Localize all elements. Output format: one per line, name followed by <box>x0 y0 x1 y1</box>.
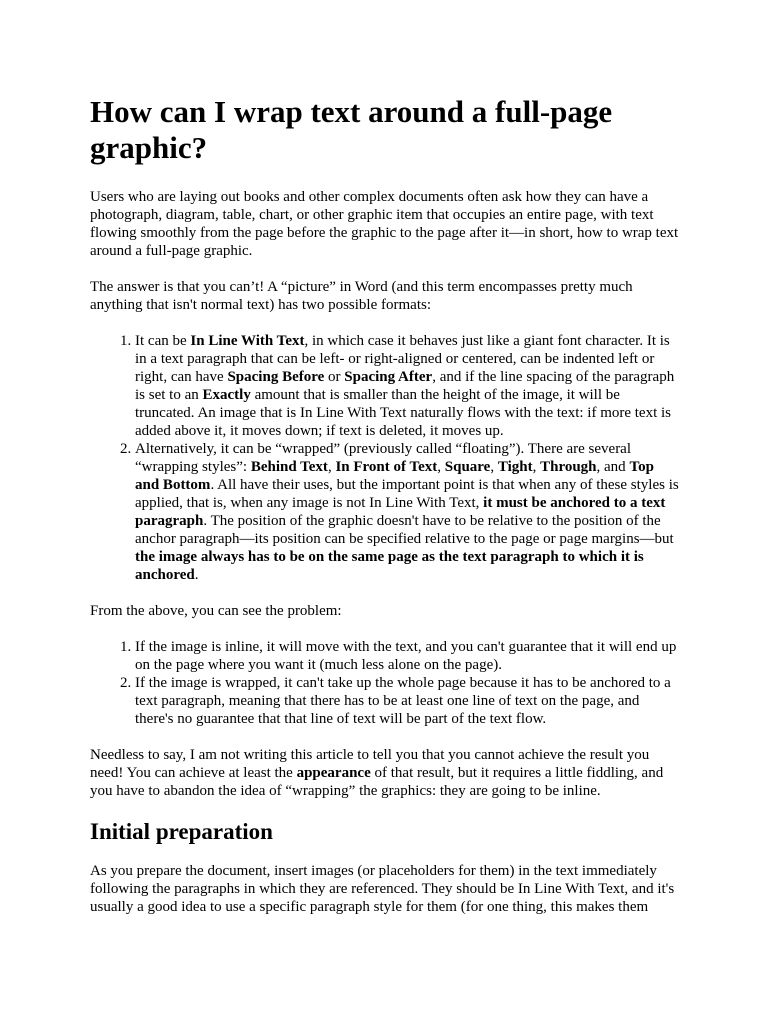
problem-item: 1. If the image is inline, it will move with the text, and you can't guarantee that it will end up on the page where you want it (much less alone on the page). <box>135 638 679 674</box>
answer-paragraph: The answer is that you can’t! A “picture” in Word (and this term encompasses pretty much anything that isn't normal text) has two possible formats: <box>90 279 633 313</box>
format-item-inline: 1. It can be In Line With Text, in which case it behaves just like a giant font character. It is in a text paragraph that can be left- or right-aligned or centered, can be indented left or right, can have Spacing Before or Spacing After, and if the line spacing of the paragraph is set to an Exactly amount that is smaller than the height of the image, it will be truncated. An image that is In Line With Text naturally flows with the text: if more text is added above it, it moves down; if text is deleted, it moves up. <box>135 332 679 440</box>
intro-paragraph: Users who are laying out books and other complex documents often ask how they can have a photograph, diagram, table, chart, or other graphic item that occupies an entire page, with text flowing smoothly from the page before the graphic to the page after it—in short, how to wrap text around a full-page graphic. <box>90 189 679 259</box>
conclusion-paragraph: Needless to say, I am not writing this article to tell you that you cannot achieve the result you need! You can achieve at least the appearance of that result, but it requires a little fiddling, and you have to abandon the idea of “wrapping” the graphics: they are going to be inline. <box>90 747 664 799</box>
format-item-wrapped: 2. Alternatively, it can be “wrapped” (previously called “floating”). There are several “wrapping styles”: Behind Text, In Front of Text, Square, Tight, Through, and Top and Bottom. All have their uses, but the important point is that when any of these styles is applied, that is, when any image is not In Line With Text, it must be anchored to a text paragraph. The position of the graphic doesn't have to be relative to the position of the anchor paragraph—its position can be specified relative to the page or page margins—but the image always has to be on the same page as the text paragraph to which it is anchored. <box>135 440 679 584</box>
problems-list <box>90 638 679 728</box>
formats-list <box>90 332 679 584</box>
section-paragraph: As you prepare the document, insert images (or placeholders for them) in the text immediately following the paragraphs in which they are referenced. They should be In Line With Text, and it's usually a good idea to use a specific paragraph style for them (for one thing, this makes them <box>90 863 675 915</box>
section-heading: Initial preparation <box>90 819 273 844</box>
problem-item: 2. If the image is wrapped, it can't take up the whole page because it has to be anchored to a text paragraph, meaning that there has to be at least one line of text on the page, and there's no guarantee that that line of text will be part of the text flow. <box>135 674 679 728</box>
article-title: How can I wrap text around a full-page graphic? <box>90 94 613 165</box>
problem-intro-paragraph: From the above, you can see the problem: <box>90 603 342 619</box>
